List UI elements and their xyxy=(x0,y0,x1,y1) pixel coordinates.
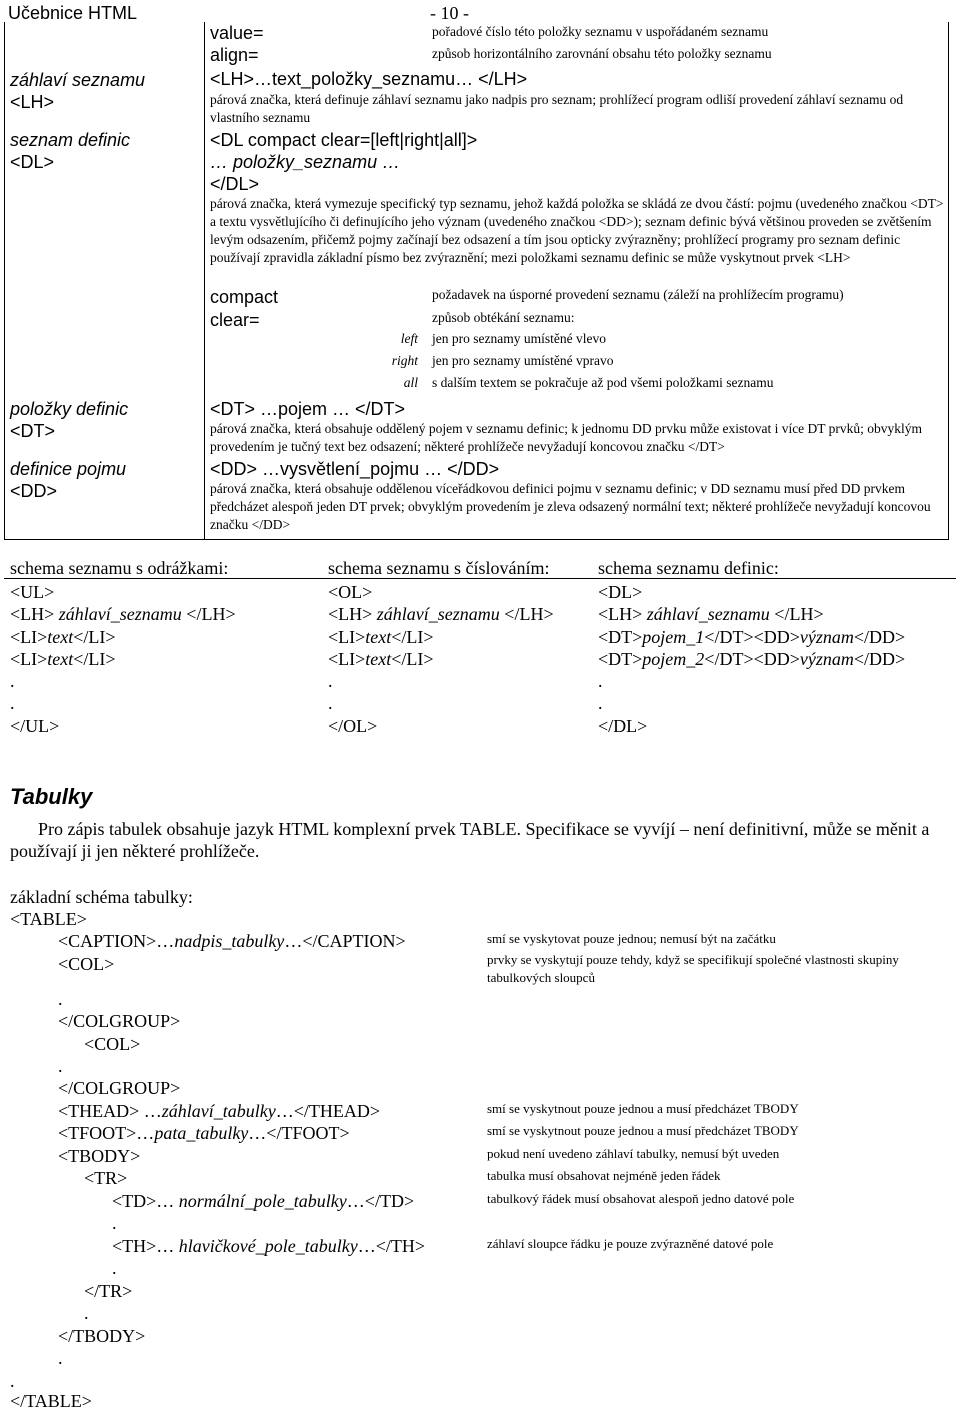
schema-dl-item: <DT>pojem_1</DT><DD>význam</DD> xyxy=(598,627,906,647)
schema-dl-open: <DL> xyxy=(598,582,643,602)
schema-dl-item: <DT>pojem_2</DT><DD>význam</DD> xyxy=(598,649,906,669)
schema-ol-open: <OL> xyxy=(328,582,373,602)
code-line: </TBODY> xyxy=(58,1326,146,1346)
schema-ul-dot: . xyxy=(10,693,15,713)
code-line: . xyxy=(84,1303,89,1323)
code-line: <COL> xyxy=(58,954,115,974)
code-line: <THEAD> …záhlaví_tabulky…</THEAD> xyxy=(58,1101,381,1121)
code-line: </COLGROUP> xyxy=(58,1078,181,1098)
schema-ol-li: <LI>text</LI> xyxy=(328,649,434,669)
clear-option-key: left xyxy=(400,331,418,346)
note: tabulkový řádek musí obsahovat alespoň jedno datové pole xyxy=(487,1191,795,1206)
schema-ul-dot: . xyxy=(10,671,15,691)
left-label-dt-name: položky definic xyxy=(10,399,129,419)
schema-ol-close: </OL> xyxy=(328,716,378,736)
schema-ol-dot: . xyxy=(328,693,333,713)
schema-ol-dot: . xyxy=(328,671,333,691)
dt-description: párová značka, která obsahuje oddělený pojem v seznamu definic; k jednomu DD prvku může existovat i více DT prvků; obvyklým provedením je tučný text bez odsazení; některé prohlížeče nevyžadují koncovou značku </DT> xyxy=(210,421,923,454)
schema-ul-open: <UL> xyxy=(10,582,55,602)
clear-option-desc: jen pro seznamy umístěné vpravo xyxy=(432,353,614,368)
dl-syntax-close: </DL> xyxy=(210,174,260,194)
code-line: <TH>… hlavičkové_pole_tabulky…</TH> xyxy=(112,1236,426,1256)
schema-ul-li: <LI>text</LI> xyxy=(10,649,116,669)
attr-value-label: value= xyxy=(210,23,264,43)
document-title: Učebnice HTML xyxy=(8,3,138,23)
note: smí se vyskytovat pouze jednou; nemusí být na začátku xyxy=(487,931,776,946)
code-line: . xyxy=(58,1348,63,1368)
lh-syntax: <LH>…text_položky_seznamu… </LH> xyxy=(210,69,528,89)
code-line: <TBODY> xyxy=(58,1146,141,1166)
dl-description: párová značka, která vymezuje specifický typ seznamu, jehož každá položka se skládá ze dvou částí: pojmu (uvedeného značkou <DT> a textu vysvětlujícího či definujícího jeho význam (uvedeného značkou <DD>); seznam definic bývá většinou proveden se zvětšením levým odsazením, přičemž pojmy začínají bez odsazení a tím jsou opticky zvýrazněny; prohlížecí programy pro seznam definic používají zpravidla základní písmo bez zvýraznění; mezi položkami seznamu definic se může vyskytnout prvek <LH> xyxy=(210,196,944,265)
clear-option-key: right xyxy=(391,353,418,368)
clear-option-desc: s dalším textem se pokračuje až pod všemi položkami seznamu xyxy=(432,375,774,390)
code-line: . xyxy=(112,1258,117,1278)
schema-dl-title: schema seznamu definic: xyxy=(598,558,779,578)
code-line: . xyxy=(10,1371,15,1391)
dd-description: párová značka, která obsahuje oddělenou víceřádkovou definici pojmu v seznamu definic; v DD seznamu musí před DD prvkem předcházet alespoň jeden DT prvek; obvyklým provedením je zleva odsazený normální text; některé prohlížeče nevyžadují koncovou značku </DD> xyxy=(210,481,931,532)
table-schema-title: základní schéma tabulky: xyxy=(10,887,193,907)
code-line: <TABLE> xyxy=(10,909,87,929)
schema-dl-dot: . xyxy=(598,671,603,691)
attr-clear-desc: způsob obtékání seznamu: xyxy=(432,310,575,325)
clear-option-key: all xyxy=(403,375,418,390)
left-label-dt-tag: <DT> xyxy=(10,421,56,441)
dd-syntax: <DD> …vysvětlení_pojmu … </DD> xyxy=(210,459,500,479)
schema-dl-lh: <LH> záhlaví_seznamu </LH> xyxy=(598,604,824,624)
schema-ul-title: schema seznamu s odrážkami: xyxy=(10,558,229,578)
section-heading: Tabulky xyxy=(10,784,93,809)
schema-ol-li: <LI>text</LI> xyxy=(328,627,434,647)
code-line: . xyxy=(58,989,63,1009)
code-line: </COLGROUP> xyxy=(58,1011,181,1031)
left-label-dl-tag: <DL> xyxy=(10,152,55,172)
dl-syntax-items: … položky_seznamu … xyxy=(210,152,401,172)
dt-syntax: <DT> …pojem … </DT> xyxy=(210,399,406,419)
code-line: <TR> xyxy=(84,1168,128,1188)
section-intro: Pro zápis tabulek obsahuje jazyk HTML komplexní prvek TABLE. Specifikace se vyvíjí – není definitivní, může se měnit a používají ji jen některé prohlížeče. xyxy=(10,819,930,861)
code-line: <COL> xyxy=(84,1034,141,1054)
schema-dl-close: </DL> xyxy=(598,716,648,736)
note: smí se vyskytnout pouze jednou a musí předcházet TBODY xyxy=(487,1123,799,1138)
code-line: <TFOOT>…pata_tabulky…</TFOOT> xyxy=(58,1123,350,1143)
attr-value-desc: pořadové číslo této položky seznamu v uspořádaném seznamu xyxy=(432,24,769,39)
code-line: . xyxy=(58,1056,63,1076)
attr-clear-label: clear= xyxy=(210,310,260,330)
schema-ul-li: <LI>text</LI> xyxy=(10,627,116,647)
code-line: <CAPTION>…nadpis_tabulky…</CAPTION> xyxy=(58,931,406,951)
clear-option-desc: jen pro seznamy umístěné vlevo xyxy=(432,331,606,346)
code-line: <TD>… normální_pole_tabulky…</TD> xyxy=(112,1191,415,1211)
schema-ul-close: </UL> xyxy=(10,716,60,736)
schema-ul-lh: <LH> záhlaví_seznamu </LH> xyxy=(10,604,236,624)
attr-align-label: align= xyxy=(210,45,259,65)
page-number: - 10 - xyxy=(430,3,469,23)
attr-compact-label: compact xyxy=(210,287,279,307)
left-label-dd-tag: <DD> xyxy=(10,481,58,501)
note: záhlaví sloupce řádku je pouze zvýrazněné datové pole xyxy=(487,1236,774,1251)
note: prvky se vyskytují pouze tehdy, když se specifikují společné vlastnosti skupiny tabulkových sloupců xyxy=(487,952,899,985)
code-line: . xyxy=(112,1213,117,1233)
note: smí se vyskytnout pouze jednou a musí předcházet TBODY xyxy=(487,1101,799,1116)
code-line: </TABLE> xyxy=(10,1391,92,1411)
note: tabulka musí obsahovat nejméně jeden řádek xyxy=(487,1168,721,1183)
left-label-lh-tag: <LH> xyxy=(10,92,55,112)
schema-ol-title: schema seznamu s číslováním: xyxy=(328,558,550,578)
code-line: </TR> xyxy=(84,1281,133,1301)
attr-align-desc: způsob horizontálního zarovnání obsahu této položky seznamu xyxy=(432,46,772,61)
left-label-dl-name: seznam definic xyxy=(10,130,131,150)
lh-description: párová značka, která definuje záhlaví seznamu jako nadpis pro seznam; prohlížecí program odliší provedení záhlaví seznamu od vlastního seznamu xyxy=(210,92,904,125)
left-label-dd-name: definice pojmu xyxy=(10,459,127,479)
schema-dl-dot: . xyxy=(598,693,603,713)
dl-syntax-open: <DL compact clear=[left|right|all]> xyxy=(210,130,478,150)
schema-ol-lh: <LH> záhlaví_seznamu </LH> xyxy=(328,604,554,624)
note: pokud není uvedeno záhlaví tabulky, nemusí být uveden xyxy=(487,1146,780,1161)
attr-compact-desc: požadavek na úsporné provedení seznamu (záleží na prohlížecím programu) xyxy=(432,287,844,302)
left-label-lh-name: záhlaví seznamu xyxy=(10,70,146,90)
